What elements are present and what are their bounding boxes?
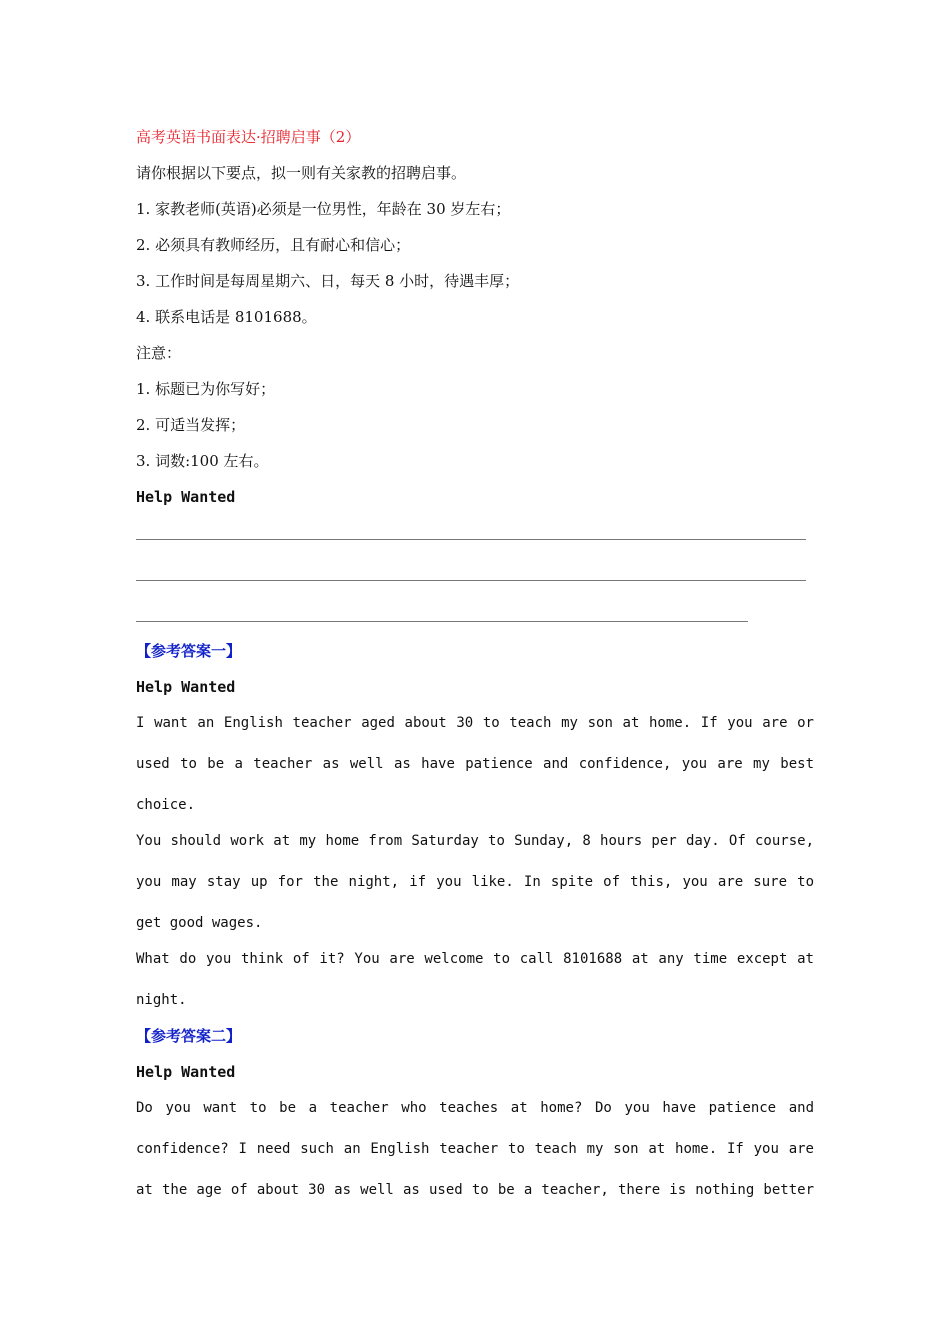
note-item: 2. 可适当发挥； xyxy=(136,416,246,434)
essay-heading: Help Wanted xyxy=(136,488,236,506)
writing-line xyxy=(136,580,806,581)
point-item: 2. 必须具有教师经历，且有耐心和信心； xyxy=(136,236,411,254)
answer-one-line: get good wages. xyxy=(136,915,263,931)
answer-one-line: used to be a teacher as well as have patience and confidence, you are my best xyxy=(136,756,814,772)
point-item: 1. 家教老师(英语)必须是一位男性，年龄在 30 岁左右； xyxy=(136,200,511,218)
instruction-text: 请你根据以下要点，拟一则有关家教的招聘启事。 xyxy=(136,164,467,182)
document-title: 高考英语书面表达·招聘启事（2） xyxy=(136,128,361,146)
answer-one-line: choice. xyxy=(136,797,196,813)
note-label: 注意： xyxy=(136,344,182,362)
answer-two-line: at the age of about 30 as well as used to be a teacher, there is nothing better xyxy=(136,1182,814,1198)
answer-two-line: Do you want to be a teacher who teaches at home? Do you have patience and xyxy=(136,1100,814,1116)
answer-two-heading: Help Wanted xyxy=(136,1063,236,1081)
answer-one-label: 【参考答案一】 xyxy=(136,642,242,660)
point-item: 3. 工作时间是每周星期六、日，每天 8 小时，待遇丰厚； xyxy=(136,272,520,290)
writing-line xyxy=(136,621,748,622)
answer-one-line: I want an English teacher aged about 30 to teach my son at home. If you are or xyxy=(136,715,814,731)
answer-one-line: night. xyxy=(136,992,187,1008)
answer-one-line: What do you think of it? You are welcome to call 8101688 at any time except at xyxy=(136,951,814,967)
answer-one-line: You should work at my home from Saturday to Sunday, 8 hours per day. Of course, xyxy=(136,833,814,849)
writing-line xyxy=(136,539,806,540)
answer-one-line: you may stay up for the night, if you like. In spite of this, you are sure to xyxy=(136,874,814,890)
answer-one-heading: Help Wanted xyxy=(136,678,236,696)
answer-two-label: 【参考答案二】 xyxy=(136,1027,242,1045)
answer-two-line: confidence? I need such an English teacher to teach my son at home. If you are xyxy=(136,1141,814,1157)
note-item: 3. 词数:100 左右。 xyxy=(136,452,269,470)
note-item: 1. 标题已为你写好； xyxy=(136,380,276,398)
point-item: 4. 联系电话是 8101688。 xyxy=(136,308,317,326)
